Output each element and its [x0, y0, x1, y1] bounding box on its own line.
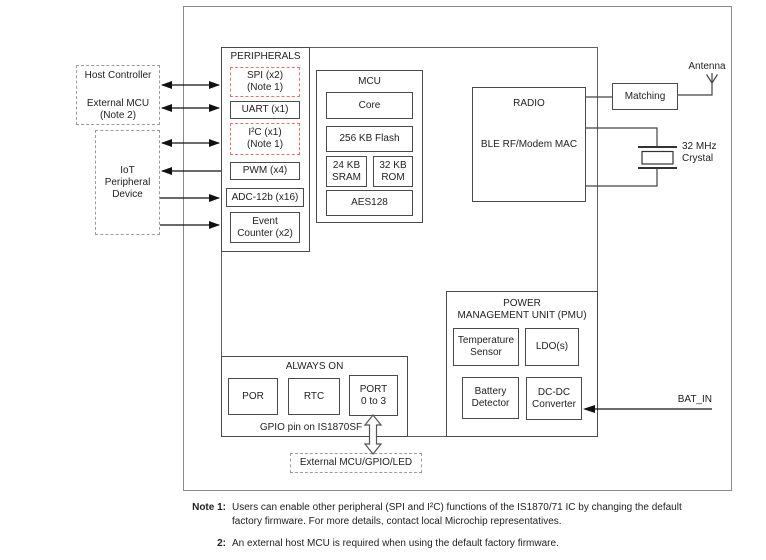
temperature-sensor-label-line2: Sensor	[470, 347, 502, 358]
host-controller-block	[76, 65, 160, 125]
dcdc-converter-label-line2: Converter	[532, 398, 576, 410]
note1-text-line1: Users can enable other peripheral (SPI and I²C) functions of the IS1870/71 IC by changing the default	[232, 502, 682, 513]
port-box	[349, 375, 398, 416]
pwm-box	[230, 162, 300, 180]
iot-peripheral-device-block	[95, 130, 160, 235]
crystal-label-line2: Crystal	[682, 153, 714, 164]
host-controller-label: Host Controller	[84, 70, 152, 81]
rtc-box	[288, 378, 340, 415]
sram-label-line2: SRAM	[332, 171, 361, 183]
spi-box	[230, 67, 300, 97]
temperature-sensor-box	[453, 328, 519, 366]
note1-text-line2: factory firmware. For more details, contact local Microchip representatives.	[232, 516, 562, 527]
matching-label: Matching	[624, 90, 666, 102]
external-mcu-gpio-led-block	[290, 453, 422, 473]
peripherals-title: PERIPHERALS	[230, 51, 301, 62]
always-on-title: ALWAYS ON	[285, 361, 344, 372]
spi-note-label: (Note 1)	[246, 82, 284, 93]
radio-subtitle: BLE RF/Modem MAC	[480, 139, 578, 150]
note1-label: Note 1:	[192, 502, 226, 513]
iot-label-line1: IoT	[120, 164, 135, 176]
spi-label: SPI (x2)	[246, 70, 284, 81]
core-box	[326, 92, 413, 119]
rtc-label: RTC	[303, 390, 325, 402]
matching-box	[612, 83, 678, 110]
battery-detector-label-line1: Battery	[474, 386, 507, 397]
antenna-label: Antenna	[688, 61, 726, 72]
uart-label: UART (x1)	[241, 104, 289, 115]
core-label: Core	[358, 99, 381, 111]
i2c-box	[230, 123, 300, 155]
uart-box	[230, 101, 300, 119]
external-mcu-gpio-led-label: External MCU/GPIO/LED	[299, 457, 413, 468]
flash-box	[326, 126, 413, 152]
radio-title: RADIO	[513, 98, 545, 109]
note2-label: 2:	[217, 538, 226, 549]
radio-block	[472, 87, 586, 202]
rom-box	[373, 156, 413, 187]
crystal-label-line1: 32 MHz	[682, 141, 717, 152]
external-mcu-label: External MCU	[86, 98, 150, 109]
i2c-label: I²C (x1)	[248, 127, 282, 138]
sram-box	[326, 156, 367, 187]
event-counter-label-line1: Event	[252, 215, 278, 227]
pwm-label: PWM (x4)	[242, 165, 288, 176]
dcdc-converter-box	[526, 377, 582, 420]
iot-label-line2: Peripheral	[104, 176, 151, 188]
bat-in-label: BAT_IN	[677, 394, 712, 405]
port-label-line1: PORT	[359, 383, 388, 395]
flash-label: 256 KB Flash	[339, 133, 400, 144]
mcu-title: MCU	[358, 76, 381, 87]
rom-label-line2: ROM	[381, 171, 405, 183]
adc-label: ADC-12b (x16)	[231, 191, 299, 203]
dcdc-converter-label-line1: DC-DC	[537, 386, 571, 398]
rom-label-line1: 32 KB	[379, 159, 407, 171]
port-label-line2: 0 to 3	[360, 395, 387, 407]
aes-box	[326, 190, 413, 216]
ldo-label: LDO(s)	[535, 341, 569, 352]
pmu-title-line2: MANAGEMENT UNIT (PMU)	[457, 310, 587, 321]
event-counter-label-line2: Counter (x2)	[237, 227, 293, 239]
temperature-sensor-label-line1: Temperature	[457, 335, 515, 346]
gpio-note-label: GPIO pin on IS1870SF	[259, 422, 363, 433]
note2-ref-label: (Note 2)	[99, 110, 137, 121]
i2c-note-label: (Note 1)	[246, 139, 284, 150]
iot-label-line3: Device	[112, 188, 143, 200]
ldo-box	[525, 328, 579, 366]
adc-box	[226, 188, 304, 207]
crystal-label	[682, 141, 742, 165]
aes-label: AES128	[351, 197, 388, 208]
por-label: POR	[242, 390, 264, 402]
note2-text: An external host MCU is required when using the default factory firmware.	[232, 538, 559, 549]
por-box	[228, 378, 278, 415]
sram-label-line1: 24 KB	[332, 159, 361, 171]
battery-detector-label-line2: Detector	[471, 398, 510, 409]
event-counter-box	[230, 212, 300, 243]
pmu-title-line1: POWER	[503, 298, 541, 309]
battery-detector-box	[462, 377, 519, 419]
